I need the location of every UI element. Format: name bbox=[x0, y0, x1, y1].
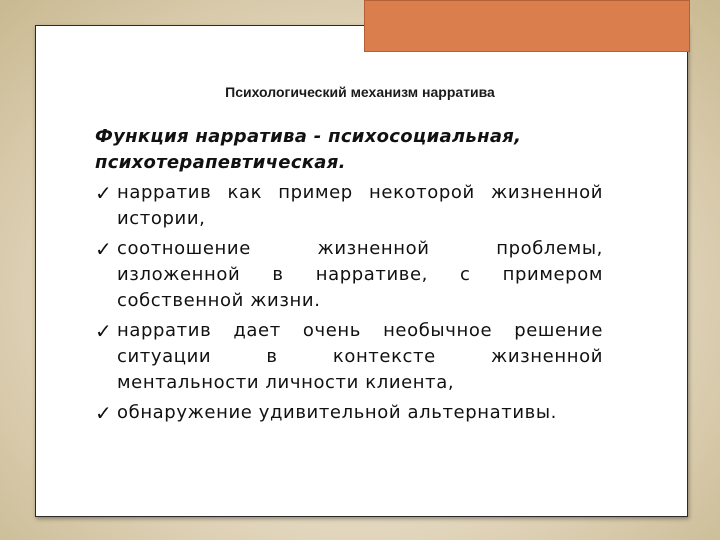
bullet-text: нарратив дает очень необычное решение ситуации в контексте жизненной ментальности личности клиента, bbox=[117, 320, 603, 393]
bullet-text: обнаружение удивительной альтернативы. bbox=[117, 402, 557, 423]
slide-content bbox=[95, 124, 603, 430]
bullet-list bbox=[95, 180, 603, 426]
bullet-text: соотношение жизненной проблемы, изложенной в нарративе, с примером собственной жизни. bbox=[117, 238, 603, 311]
bullet-item bbox=[95, 318, 603, 396]
checkmark-icon: ✓ bbox=[95, 181, 113, 205]
slide-title: Психологический механизм нарратива bbox=[225, 84, 495, 100]
checkmark-icon: ✓ bbox=[95, 237, 113, 261]
bullet-item bbox=[95, 236, 603, 314]
bullet-item bbox=[95, 400, 603, 426]
checkmark-icon: ✓ bbox=[95, 401, 113, 425]
bullet-item bbox=[95, 180, 603, 232]
checkmark-icon: ✓ bbox=[95, 319, 113, 343]
accent-bar bbox=[364, 0, 690, 52]
lead-text: Функция нарратива - психосоциальная, психотерапевтическая. bbox=[95, 126, 522, 173]
bullet-text: нарратив как пример некоторой жизненной истории, bbox=[117, 182, 603, 229]
